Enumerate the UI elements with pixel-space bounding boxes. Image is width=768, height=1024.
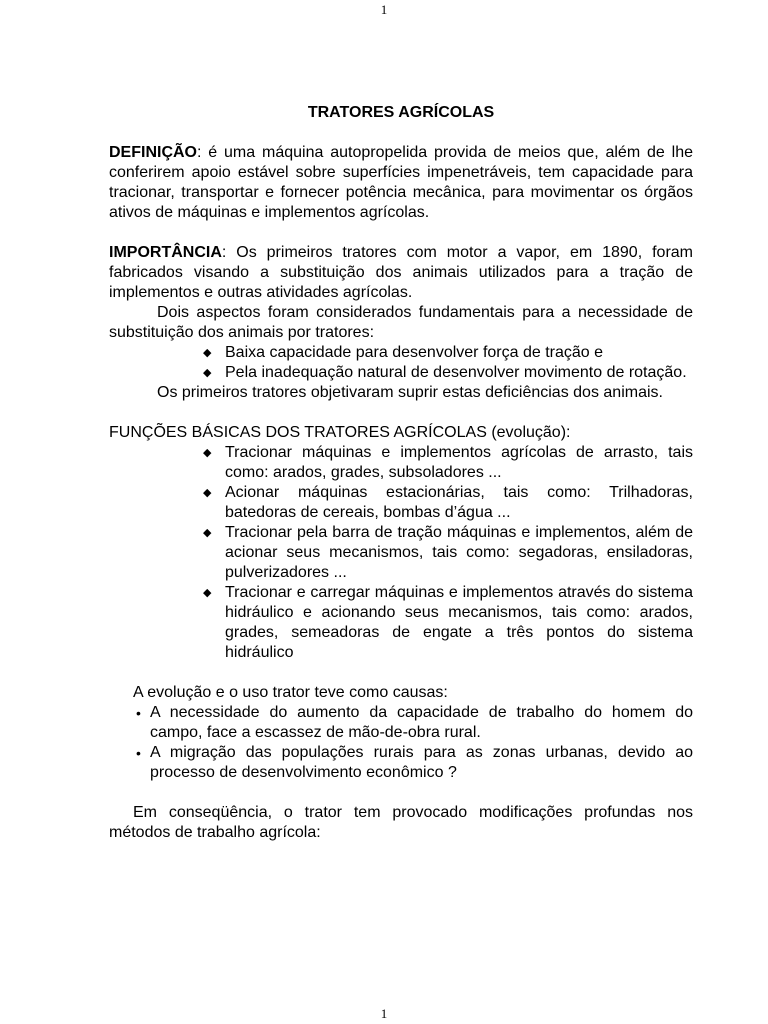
list-item: ◆ Baixa capacidade para desenvolver força de tração e <box>203 344 604 361</box>
consequence-paragraph: Em conseqüência, o trator tem provocado modificações profundas nos métodos de trabalho agrícola: <box>109 804 693 841</box>
list-item: • A migração das populações rurais para as zonas urbanas, devido ao processo de desenvolvimento econômico ? <box>136 744 693 781</box>
diamond-bullet-icon: ◆ <box>203 527 212 539</box>
functions-list <box>109 443 693 663</box>
diamond-bullet-icon: ◆ <box>203 487 212 499</box>
page-number-bottom: 1 <box>380 1006 388 1021</box>
list-item: ◆ Acionar máquinas estacionárias, tais como: Trilhadoras, batedoras de cereais, bombas d’água ... <box>203 484 693 521</box>
importance-term: IMPORTÂNCIA <box>109 244 222 261</box>
document-body <box>109 103 693 843</box>
list-item: ◆ Tracionar pela barra de tração máquinas e implementos, além de acionar seus mecanismos, tais como: segadoras, ensiladoras, pulverizadores ... <box>203 524 693 581</box>
definition-paragraph <box>109 143 693 223</box>
evolution-intro: A evolução e o uso trator teve como causas: <box>133 684 448 701</box>
definition-term: DEFINIÇÃO <box>109 144 197 161</box>
list-item: • A necessidade do aumento da capacidade de trabalho do homem do campo, face a escassez de mão-de-obra rural. <box>136 704 693 741</box>
document-title: TRATORES AGRÍCOLAS <box>307 104 495 121</box>
page-number-top: 1 <box>380 2 388 17</box>
list-item: ◆ Tracionar máquinas e implementos agrícolas de arrasto, tais como: arados, grades, subsoladores ... <box>203 444 693 481</box>
list-item: ◆ Tracionar e carregar máquinas e implementos através do sistema hidráulico e acionando seus mecanismos, tais como: arados, grades, semeadoras de engate a três pontos do sistema hidráulico <box>203 584 693 661</box>
diamond-bullet-icon: ◆ <box>203 367 212 379</box>
functions-heading: FUNÇÕES BÁSICAS DOS TRATORES AGRÍCOLAS (evolução): <box>109 424 571 441</box>
bullet-icon: • <box>136 705 141 721</box>
importance-note: Os primeiros tratores objetivaram suprir estas deficiências dos animais. <box>157 384 663 401</box>
diamond-bullet-icon: ◆ <box>203 587 212 599</box>
list-item: ◆ Pela inadequação natural de desenvolver movimento de rotação. <box>203 364 687 381</box>
diamond-bullet-icon: ◆ <box>203 447 212 459</box>
bullet-icon: • <box>136 745 141 761</box>
diamond-bullet-icon: ◆ <box>203 347 212 359</box>
evolution-list <box>109 703 693 783</box>
aspects-list <box>109 343 693 383</box>
importance-paragraph <box>109 243 693 303</box>
aspects-intro: Dois aspectos foram considerados fundamentais para a necessidade de substituição dos animais por tratores: <box>109 304 693 341</box>
importance-text: : Os primeiros tratores com motor a vapor, em 1890, foram fabricados visando a substituição dos animais utilizados para a tração de implementos e outras atividades agrícolas. <box>109 244 693 301</box>
definition-text: : é uma máquina autopropelida provida de meios que, além de lhe conferirem apoio estável sobre superfícies impenetráveis, tem capacidade para tracionar, transportar e fornecer potência mecânica, para movimentar os órgãos ativos de máquinas e implementos agrícolas. <box>109 144 693 221</box>
